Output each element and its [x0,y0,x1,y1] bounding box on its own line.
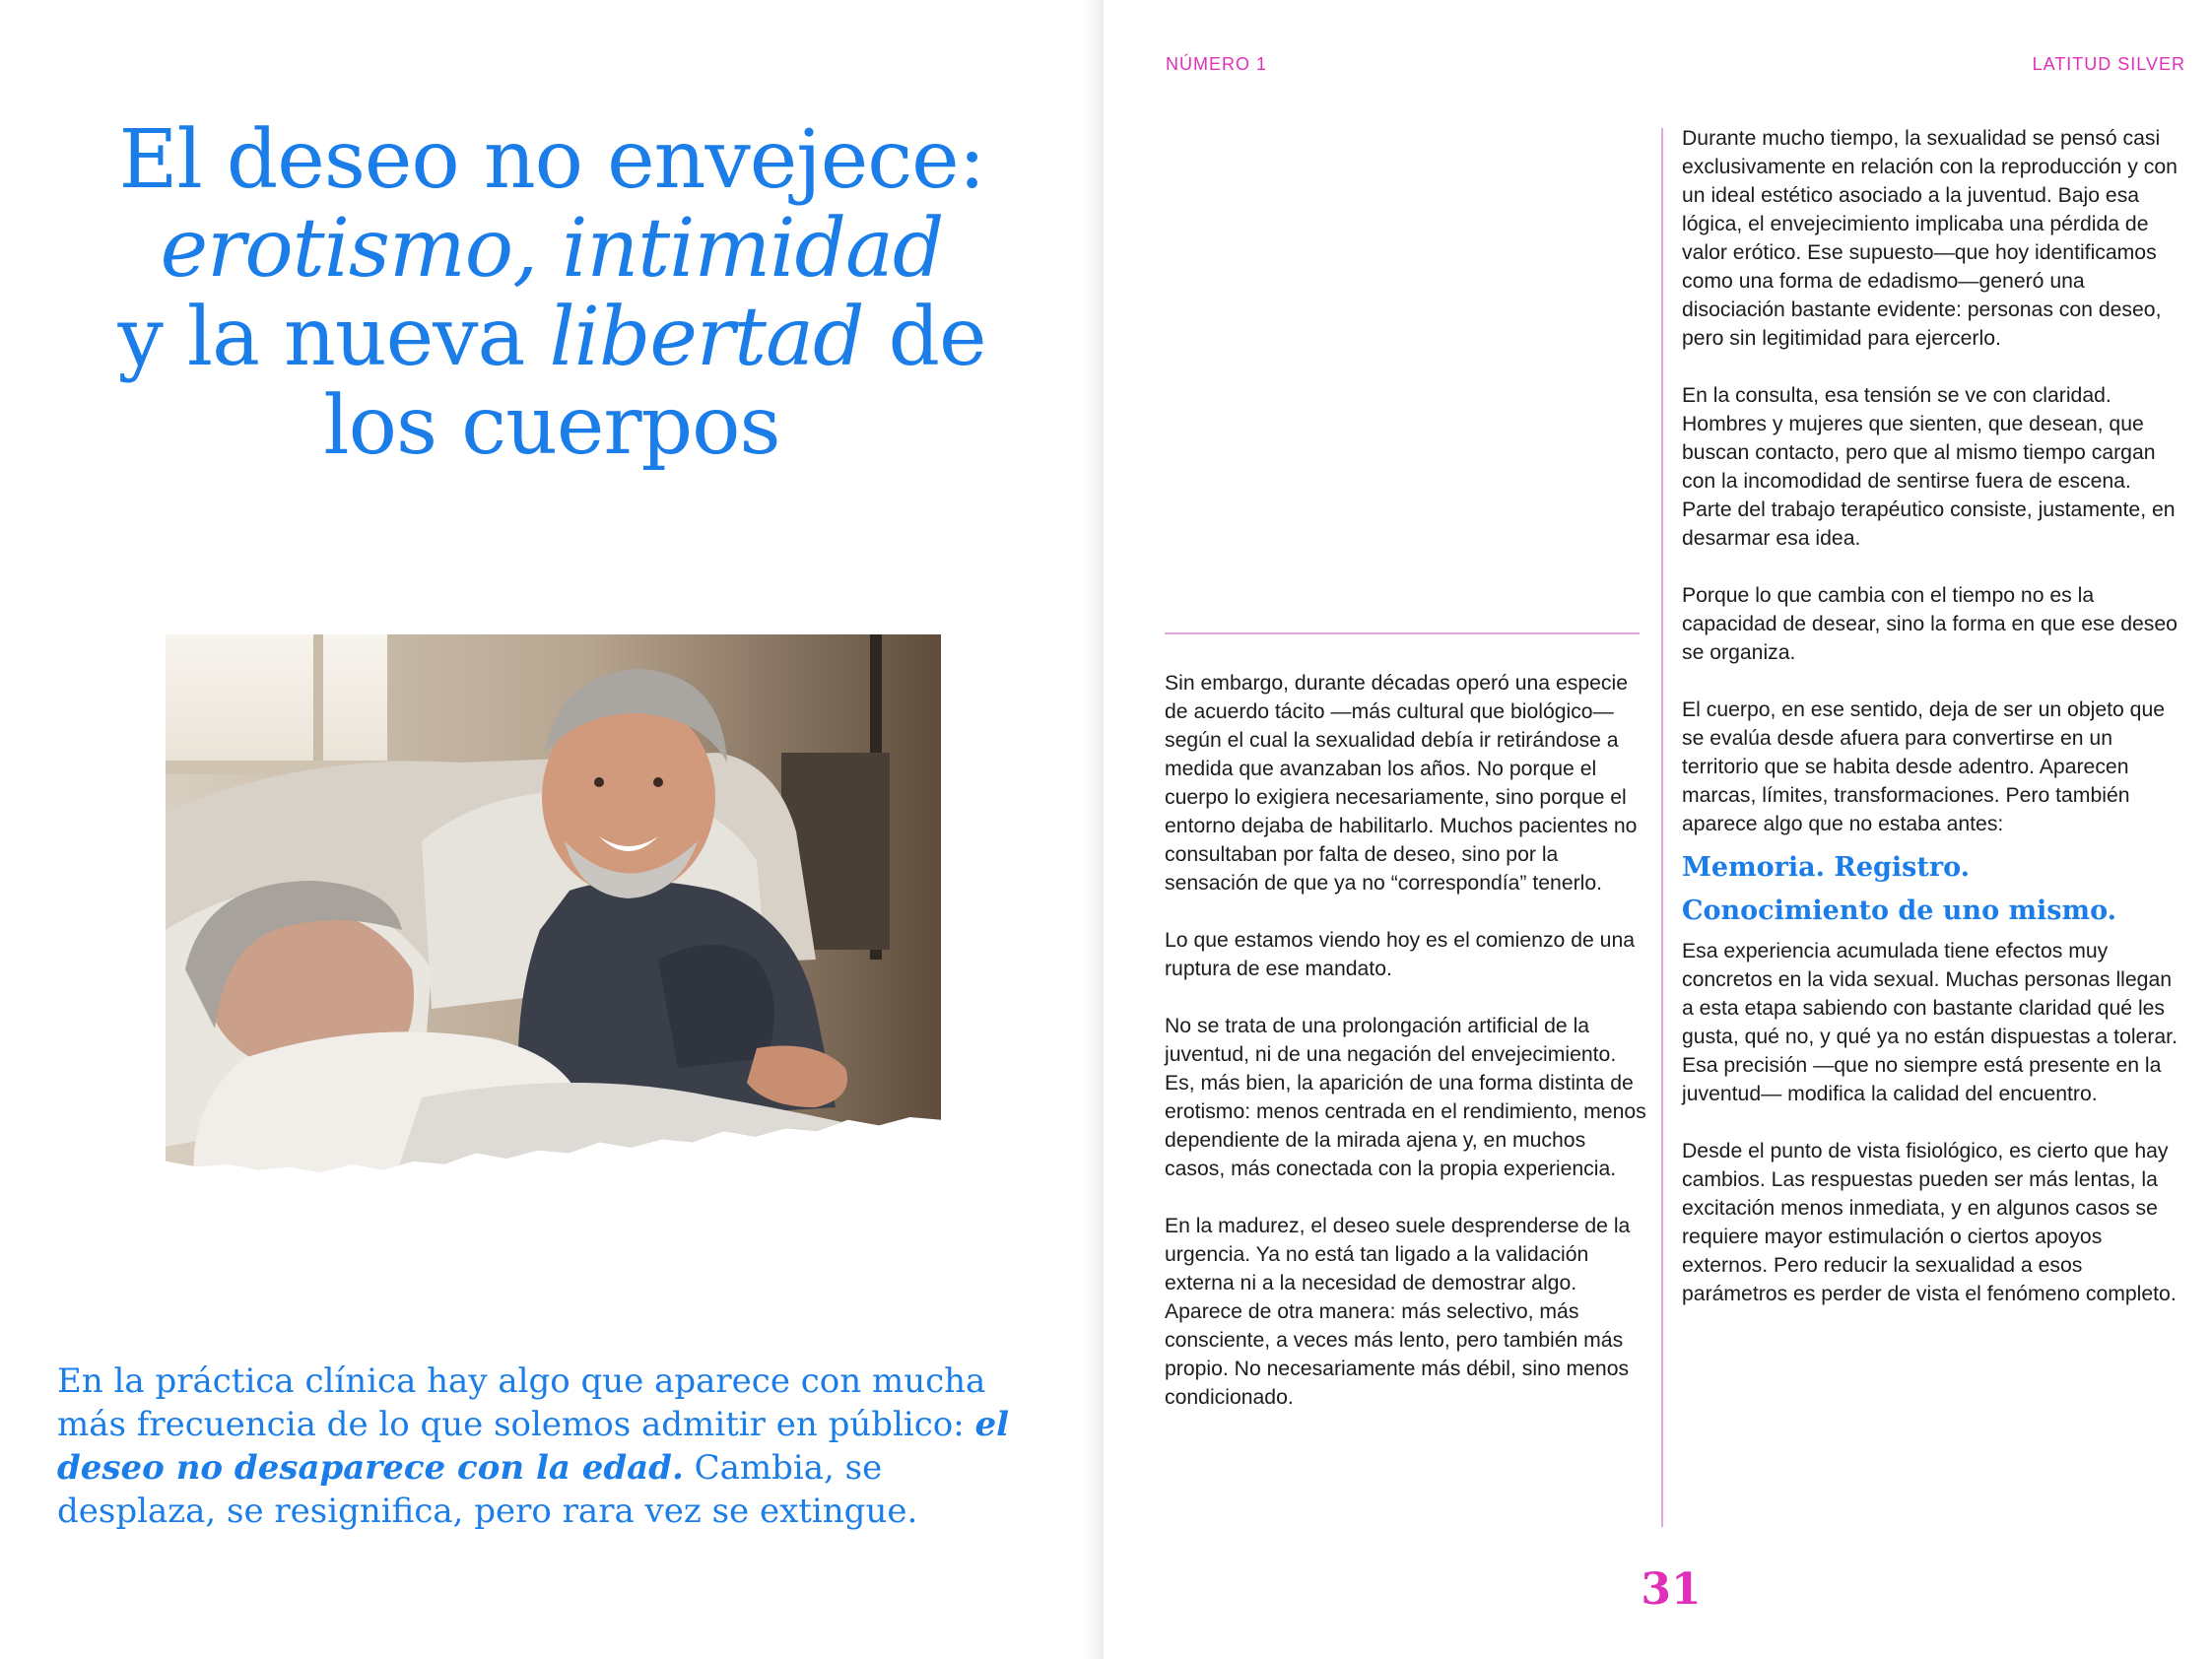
left-page [0,0,1104,1659]
issue-label: NÚMERO 1 [1166,54,1268,74]
subheading-line-2: Conocimiento de uno mismo. [1682,896,2117,926]
paragraph: Sin embargo, durante décadas operó una especie de acuerdo tácito —más cultural que biológico— según el cual la sexualidad debía ir retirándose a medida que avanzaban los años. No porque el cuerpo lo exigiera necesariamente, sino porque el entorno dejaba de habilitarlo. Muchos pacientes no consultaban por falta de deseo, sino por la sensación de que ya no “correspondía” tenerlo. [1165,672,1638,895]
paragraph: Durante mucho tiempo, la sexualidad se pensó casi exclusivamente en relación con la reproducción y con un ideal estético asociado a la juventud. Bajo esa lógica, el envejecimiento implicaba una pérdida de valor erótico. Ese supuesto—que hoy identificamos como una forma de edadismo—generó una disociación bastante evidente: personas con deseo, pero sin legitimidad para ejercerlo. [1682,127,2178,350]
body-column-right [1682,124,2184,1308]
body-column-left [1165,669,1647,1412]
paragraph: El cuerpo, en ese sentido, deja de ser un objeto que se evalúa desde afuera para convertirse en un territorio que se habita desde adentro. Aparecen marcas, límites, transformaciones. Pero también aparece algo que no estaba antes: [1682,698,2166,835]
couple-photo-illustration [166,634,941,1186]
subheading-line-1: Memoria. Registro. [1682,852,1971,883]
right-page [1104,0,2212,1659]
headline-line-3b: de [863,291,986,384]
headline-line-3a: y la nueva [117,291,550,384]
column-divider [1661,128,1663,1527]
headline-line-3-emphasis: libertad [549,291,864,384]
paragraph: Porque lo que cambia con el tiempo no es la capacidad de desear, sino la forma en que ese deseo se organiza. [1682,584,2178,664]
lede-text-1: En la práctica clínica hay algo que aparece con mucha más frecuencia de lo que solemos admitir en público: [57,1361,986,1444]
headline-line-1: El deseo no envejece: [118,113,985,207]
column-top-rule [1165,632,1640,634]
paragraph: No se trata de una prolongación artificial de la juventud, ni de una negación del envejecimiento. Es, más bien, la aparición de una forma distinta de erotismo: menos centrada en el rendimiento, menos dependiente de la mirada ajena y, en muchos casos, más conectada con la propia experiencia. [1165,1015,1646,1180]
page-number: 31 [1641,1564,1702,1615]
article-lede [57,1360,1042,1533]
paragraph: En la consulta, esa tensión se ve con claridad. Hombres y mujeres que sienten, que desean, que buscan contacto, pero que al mismo tiempo cargan con la incomodidad de sentirse fuera de escena. Parte del trabajo terapéutico consiste, justamente, en desarmar esa idea. [1682,384,2176,550]
subheading [1682,846,2184,933]
article-headline [89,113,1015,473]
headline-line-2: erotismo, intimidad [160,202,944,296]
headline-line-4: los cuerpos [323,379,780,473]
lede-emphasis: el deseo no desaparece con la edad. [57,1405,1010,1488]
publication-name: LATITUD SILVER [2032,54,2185,74]
paragraph: Desde el punto de vista fisiológico, es cierto que hay cambios. Las respuestas pueden ser más lentas, la excitación menos inmediata, y en algunos casos se requiere mayor estimulación o ciertos apoyos externos. Pero reducir la sexualidad a esos parámetros es perder de vista el fenómeno completo. [1682,1140,2177,1305]
paragraph: En la madurez, el deseo suele desprenderse de la urgencia. Ya no está tan ligado a la validación externa ni a la necesidad de demostrar algo. Aparece de otra manera: más selectivo, más consciente, a veces más lento, pero también más propio. No necesariamente más débil, sino menos condicionado. [1165,1215,1631,1409]
lede-text-2: Cambia, se desplaza, se resignifica, pero rara vez se extingue. [57,1448,918,1531]
couple-photo [166,634,941,1186]
paragraph: Esa experiencia acumulada tiene efectos muy concretos en la vida sexual. Muchas personas llegan a esta etapa sabiendo con bastante claridad qué les gusta, qué no, y qué ya no están dispuestas a tolerar. Esa precisión —que no siempre está presente en la juventud— modifica la calidad del encuentro. [1682,940,2178,1105]
paragraph: Lo que estamos viendo hoy es el comienzo de una ruptura de ese mandato. [1165,929,1636,980]
